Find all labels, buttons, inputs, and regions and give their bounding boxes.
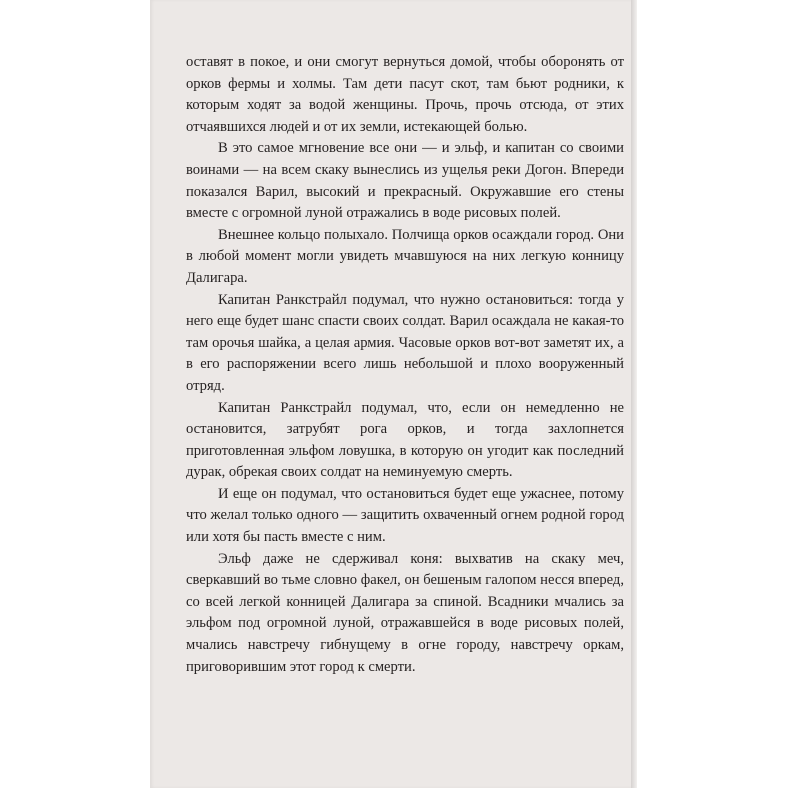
paragraph: Эльф даже не сдерживал коня: выхватив на скаку меч, сверкавший во тьме словно факел, он бешеным галопом несся вперед, со всей легкой конницей Далигара за спиной. Всадники мчались за эльфом под огромной луной, отражавшейся в воде рисовых полей, мчались навстречу гибнущему в огне городу, навстречу оркам, приговорившим этот город к смерти. xyxy=(186,550,624,675)
body-text xyxy=(186,52,624,678)
page-edge xyxy=(631,0,637,788)
paragraph: оставят в покое, и они смогут вернуться домой, чтобы оборонять от орков фермы и холмы. Там дети пасут скот, там бьют родники, к которым ходят за водой женщины. Прочь, прочь отсюда, от этих отчаявшихся людей и от их земли, истекающей болью. xyxy=(186,54,624,135)
paragraph: И еще он подумал, что остановиться будет еще ужаснее, потому что желал только одного — защитить охваченный огнем родной город или хотя бы пасть вместе с ним. xyxy=(186,485,624,546)
paragraph: В это самое мгновение все они — и эльф, и капитан со своими воинами — на всем скаку вынеслись из ущелья реки Догон. Впереди показался Варил, высокий и прекрасный. Окружавшие его стены вместе с огромной луной отражались в воде рисовых полей. xyxy=(186,140,624,222)
paragraph: Внешнее кольцо полыхало. Полчища орков осаждали город. Они в любой момент могли увидеть мчавшуюся на них легкую конницу Далигара. xyxy=(186,226,624,286)
paragraph: Капитан Ранкстрайл подумал, что, если он немедленно не остановится, затрубят рога орков, и тогда захлопнется приготовленная эльфом ловушка, в которую он угодит как последний дурак, обрекая своих солдат на неминуемую смерть. xyxy=(186,399,624,481)
paragraph: Капитан Ранкстрайл подумал, что нужно остановиться: тогда у него еще будет шанс спасти своих солдат. Варил осаждала не какая-то там орочья шайка, а целая армия. Часовые орков вот-вот заметят их, а в его распоряжении всего лишь небольшой и плохо вооруженный отряд. xyxy=(186,291,624,394)
